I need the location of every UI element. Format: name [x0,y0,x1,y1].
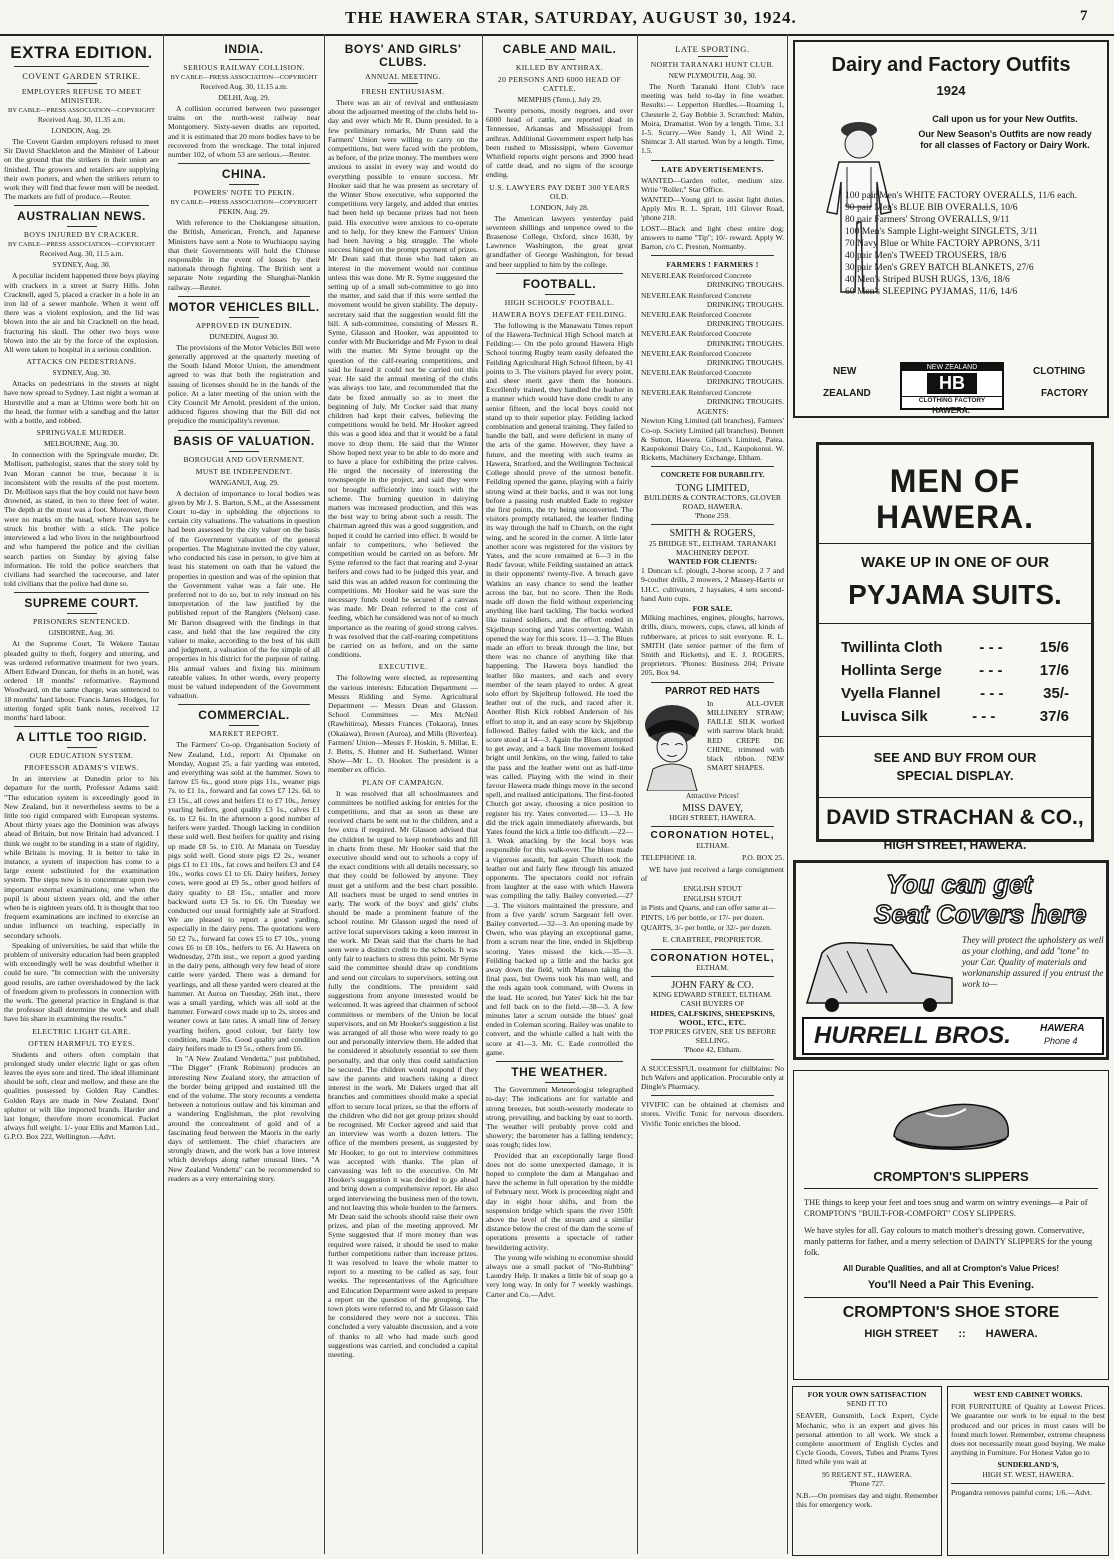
headline: BASIS OF VALUATION. [173,433,315,448]
ad-body: Milking machines, engines, ploughs, harrows, drills, discs, mowers, cups, claws, all kinds of rubberware, at prices to suit everyone. R. L. SMITH (late senior partner of the firm of Smith and Ricketts), and E. J. ROGERS, proprietors. 'Phones: Business 204; Private 205, Box 94. [641,613,784,678]
article-body: The following is the Manawatu Times report of the Hawera-Technical High School match at Feilding:— On the polo ground Hawera High School touring Rugby team easily defeated the Feilding Agricultural High School fifteen, by 41 points to 3. The visitors played for every point, and sheer merit gave them the honours. Excellently trained, they handled the leather in a manner which would have done credit to any senior fifteen, and the local boys could not stand up to their superior play. Feilding lacked combination and general training. They failed to handle the ball, and were deficient in many of the arts of the game. However, they have a future, and the meeting with such teams as Hawera, Stratford, and the Wellington Technical College should prove of the utmost benefit. Feilding opened the game, playing with a fairly strong wind at their backs, and it was not long before a passing rush enabled Eade to register the first points, the try being unconverted. The visitors promptly retaliated, the leather finding its way through the half to Church, on the right wing, and he scored in the corner. A little later another score was registered for the visitors by Yates, and the score remained at 6—3 in the Reds' favour, while Feilding sustained an attack in their opponents' twenty-five. A breach gave Watkins an easy chance to send the leather across the bar, but no score. Then the Reds made off down the field without experiencing anything like hard tackling. The backs worked like trained soldiers, and the effort ended in Skjelbrup scoring and Yates converting. Walsh opened the way for this score. 11—3. The Blues made an effort to break through the line, but there was no chance of anything like that happening. The Hawera boys handled the leather like masters, and each and every member of the team played to order. A great solo effort by Skjelbrup followed. He toed the leather out of the ruck, and raced after it. Another Rish Kick robbed Anderson of his effort to stop it, and an easy score by Skjelbrup followed. Bailey failed with the kick, and the score stood at 14—3. Again the Blues attempted to get away, and a back line movement looked bright until Jenkins, on the wing, failed to take the pass and the leather went out as half-time was called. Playing with the wind in their favour Hawera made things move in the second spell, and realised anticipations. The first-footed Church got away, choosing a nice position to register his try. Yates converted.— 13—3. He did the trick again immediately afterwards, but Yates found the kick a little too difficult.—22—3. Weak attacking by the local boys was responsible for this walk-over. The blues made a vigorous assault, but again Church took the leather out and fairly flew through his amazed opponents. The spectators could not refrain from laughter at the ease with which Hawera was compiling the tally. Bailey converted.—27—3. The visitors maintained the pressure, and from a five yards' scrum Sargeant fell over. Bailey converted.—32—3. An opening made by Owen, who was playing an exceptional game, from a scrum near the line, ended in Skjelbrup scoring. Yates missed the kick.—35—3. Feilding backed up a little and the backs got away down the field, with Manson taking the final pass, but Owens took his man well, and the reds again took command, with Owens in the lead. He scored, but Yates' kick hit the bar and fell back on to the field.—38—3. A few minutes later a scrum outside the blues' goal ended in Coleman scoring. Bailey was unable to convert, and the whistle called a halt with the score at 41—3. Mr. C. Eade controlled the game. [486,320,633,1057]
article-body: The Government Meteorologist telegraphed to-day: The indications are for variable and strong breezes, but south-westerly moderate to strong, prevailing, and backing by east to north. The weather will probably prove cold and showery; the barometer has a falling tendency; seas rough; tides low. [486,1085,633,1150]
divider [651,682,774,683]
ad-item: 40 pair Men's TWEED TROUSERS, 18/6 [845,250,1007,261]
byline: BY CABLE—PRESS ASSOCIATION—COPYRIGHT [7,107,156,114]
article-body: It was resolved that all schoolmasters and committees be notified asking for entries for the competitions, and that as soon as these are received charts be sent out to the children, and a few extra if required. Mr Glasson advised that the children be urged to keep notebooks and fill in charts from these. Mr Hooker said that the executive should send out to schools a copy of the exact conditions with all details necessary, so that they could be followed by anyone. They must get a uniform and the best chart possible. All teachers must be urged to send entries in early. The work of the boys' and girls' clubs should be made a prominent feature of the school routine. Mr Glasson urged the need of active local supervisors taking a keen interest in the work. Mr Dean said that the charts he had seen were a distinct credit to the schools. It was only fair to teachers to stress this point. Mr Syme said the committee should draw up conditions and send out circulars to supervisors, setting out fully the conditions. The president said suggestions from anyone interested would be welcomed. It was agreed that chairmen of school committees or members of the Union be local supervisors, and on Mr Hooker's suggestion a list was arranged of all those who were ready to go out and personally interview them. He added that he considered it absolutely essential to see them personally, and that only thus could satisfaction be secured. The children would respond if they saw the parents and teachers taking a direct interest in the work. Mr Dakers urged that all branches and committees should make a special effort to secure local prizes, so that the efforts of the children who did not get group prizes should be recognised. Mr Cocker agreed and said that an interview was worth a dozen letters. The office of the members present, as suggested by Mr Hooker, to go out to interview committees was accepted with thanks. The plan of canvassing was left to the executive. On Mr Hooker's suggestion it was decided to go ahead and bring down a comprehensive report. He also urged interviewing the business men of the town, and not leaving this whole burden to the farmers. Mr Dean said the schools should raise their own prizes, and plan of the meeting approved. Mr Syme suggested that if more money than was required were raised, it should be used to make further competitions rather than increase prizes. It was resolved to leave the whole matter to report to a meeting to be called as say, four weeks. The representatives of the Agriculture and Education Department were asked to prepare a report on the question of the grouping. The town plots were referred to, and Mr Glasson said he considered they were not a success. This concluded a very valuable discussion, and a vote of thanks to all who had made such good suggestions was carried, and concluded a capital meeting. [328,788,478,1360]
headline: AUSTRALIAN NEWS. [17,209,146,224]
ad-separator: :: [958,1328,966,1340]
article-body: Provided that an exceptionally large flood does not do some unexpected damage, it is hoped to complete the dam at Mangahao and have the scheme in full operation by the middle of February next. Work is proceeding night and day in eight hour shifts, and from the suspension bridge which spans the river 150ft above the level of the stream and a similar distance below the crest of the dam the scene of operations presents a spectacle of rather bewildering activity. [486,1150,633,1252]
subheadline: MUST BE INDEPENDENT. [195,466,293,476]
headline: COMMERCIAL. [198,708,290,723]
masthead [0,0,1114,36]
ad-firm: JOHN FARY & CO. [671,980,754,992]
ad-body: VIVIFIC can be obtained at chemists and stores. Vivific Tonic for nervous disorders. Vivific Tonic enriches the blood. [641,1100,784,1128]
divider [651,524,774,525]
price-price: 17/6 [1039,662,1069,679]
headline: INDIA. [224,42,264,56]
divider [229,59,259,60]
trough-brand: NEVERLEAK Reinforced Concrete [641,329,752,339]
trough-entry [641,271,784,289]
subheadline: ELECTRIC LIGHT GLARE. [32,1026,131,1036]
subheadline: HAWERA BOYS DEFEAT FEILDING. [492,309,627,319]
ad-item-list [845,190,1100,298]
ad-body: CASH BUYERS OF [680,999,745,1009]
article-body: Twenty persons, mostly negroes, and over 6000 head of cattle, are reported dead in Tennessee, Arkansas and Mississippi from anthrax. Additional Government expert help has been rushed to Mississippi, where Governor Whitfield reports eight persons and 3900 head of cattle dead, and no signs of the scourge ending. [486,106,633,180]
ad-firm: TONG LIMITED, [675,482,750,494]
classified-ad: LOST—Black and light chest entire dog; answers to name "Tip"; 10/- reward. Apply W. Barton, c/o C. Preston, Normanby. [641,223,784,252]
divider [14,726,149,727]
article-body: In "A New Zealand Vendetta," just published, "The Digger" (Frank Robinson) produces an interesting New Zealand story, the attraction of the border being gripped and sustained till the end of the volume. The story recounts a vendetta between a notorious outlaw and his kinsman and a wandering Englishman, the plot revolving around the concealment of gold and of a fascinating feud between the Maoris in the early days of settlement. The chief characters are strongly drawn, and the work has a love interest which develops along rather unusual lines. "A New Zealand Vendetta" can be recommended to readers as a very entertaining story. [168,1054,320,1183]
ad-item: 80 pair Farmers' Strong OVERALLS, 9/11 [845,214,1010,225]
column-4 [486,40,633,1555]
masthead-title: THE HAWERA STAR, SATURDAY, AUGUST 30, 1924. [345,8,797,27]
divider [67,83,97,84]
column-2 [168,40,320,1555]
subheadline: BOYS INJURED BY CRACKER. [23,230,140,240]
trough-brand: NEVERLEAK Reinforced Concrete [641,271,752,281]
column-5 [641,40,784,1555]
ad-body: BUILDERS & CONTRACTORS, GLOVER ROAD, HAWERA. [644,492,781,511]
dateline: PEKIN, Aug. 29. [218,207,270,217]
article-body: There was an air of revival and enthusiasm about the adjourned meeting of the clubs held to-day and over which Mr R. Dunn presided. In a few preliminary remarks, Mr Dunn said the Farmers' Union were willing to carry on the competitions, but were faced with the problem, as before, of the prize money. The members were anxious to assist in every way and would do everything possible to ensure success. Mr Hooker said that he was present as secretary of the Winter Show executive, who supported the competitions very largely, and added that entries had been held up because prizes had not been paid. His executive were anxious to co-operate and to help, for they knew the Farmers' Union had been having a big struggle. The whole success hinged on the prompt payment of prizes. Mr Dean said that those who had taken an interest in the movement would not continue unless this was done. Mr R. Syme suggested the setting up of a small sub-committee to go into the matter, and said that if this were settled the movement would be given stability. The deputy-secretary said that the suggestion would fill the bill. A sub-committee, consisting of Messrs R. Syme, Glasson and Hooker, was appointed to confer with Mr Buckeridge and Mr Fyson to deal with the matter. Mr Syme brought up the question of the calf-rearing competitions, and said he feared it could not be carried out this year. He said the annual meeting of the clubs was always too late, and recommended that the date be fixed annually so as to meet the beginning of July. Mr Cocker said that many children had kept their calves, believing the competitions would be held. Mr Hooker agreed this was a good idea and that it would be a fatal move to drop them. He said that the Winter Show hoped next year to be able to do more and to have a place for exhibiting the prize calves. He urged the necessity of interesting the townspeople in the project, and said they were not brought sufficiently into touch with the scheme. The burning question in dairying matters was increased production, and this was the best way to bring about such a result. The chairman agreed this was a good suggestion, and hoped it could be carried into effect. It would be unfair to competitors, who believed the competition would be carried on as before. Mr Syme referred to the fact that rearing and 2-year heifers and cows had to be judged this year, and said this was an added reason for continuing the competitions. Mr Hooker said he was sure the necessary funds could be secured if a canvass was made. Mr Dean referred to the cost of feeding, which he considered was not of so much importance as the rearing of good strong calves. It was resolved that the calf-rearing competitions be carried on as before, and on the same conditions. [328,98,478,660]
ad-title: MEN OF HAWERA. [875,463,1035,535]
ad-body: WE have just received a large consignment of [641,865,784,884]
ad-phone: 'Phone 727. [849,1478,885,1488]
price-row [819,636,1091,659]
subheadline: U.S. LAWYERS PAY DEBT 300 YEARS OLD. [489,182,630,201]
ad-price: QUARTS, 3/- per bottle, or 32/- per dozen. [641,923,772,933]
subheadline: NORTH TARANAKI HUNT CLUB. [650,60,775,69]
ad-title: Dairy and Factory Outfits [831,54,1071,76]
trough-product: DRINKING TROUGHS. [706,299,784,309]
column-rule [787,34,788,1554]
headline: THE WEATHER. [511,1065,608,1080]
column-rule [163,34,164,1554]
headline: A LITTLE TOO RIGID. [16,730,147,745]
article-body: Speaking of universities, he said that while the problem of university education had been grappled with exceedingly well he was doubtful whether it could be sure. "In connection with the university good results, are rather overshadowed by the lack of freedom given to professors in connection with the work. The general practice in England is that the professor shall determine the work and shall have his share in examining the results." [4,940,159,1024]
ad-body: In ALL-OVER MILLINERY STRAW; FAILLE SILK worked with narrow black braid; RED CREPE DE CHINE, trimmed with black ribbon. NEW SMART SHAPES. [707,698,784,773]
ad-body: ELTHAM. [696,962,729,972]
ad-body: Attractive Prices! [685,790,740,800]
ad-item: 60 Men's SLEEPING PYJAMAS, 11/6, 14/6 [845,286,1018,297]
byline: BY CABLE—PRESS ASSOCIATION—COPYRIGHT [170,74,318,81]
subheadline: FRESH ENTHUSIASM. [361,87,445,96]
ad-product: ENGLISH STOUT [683,893,742,903]
ad-town: HAWERA. [985,1328,1038,1340]
headline: COVENT GARDEN STRIKE. [22,71,141,81]
ad-item: 100 pair Men's WHITE FACTORY OVERALLS, 11/6 each. [845,190,1078,201]
subheadline: EXECUTIVE. [378,662,428,672]
trough-brand: NEVERLEAK Reinforced Concrete [641,290,752,300]
price-price: 35/- [1043,685,1069,702]
divider [67,226,97,227]
price-price: 15/6 [1039,639,1069,656]
page-number: 7 [1080,8,1088,24]
hat-illustration-icon [641,699,703,791]
ad-heading: SEND IT TO [846,1399,888,1409]
ad-body: HIDES, CALFSKINS, SHEEPSKINS, WOOL, ETC., ETC. [650,1008,775,1027]
ad-item: 90 pair Men's BLUE BIB OVERALLS, 10/6 [845,202,1018,213]
dateline: GISBORNE, Aug. 30. [48,628,115,638]
subheadline: MARKET REPORT. [209,729,279,739]
divider [545,1082,575,1083]
ad-street: HIGH STREET [864,1328,939,1340]
trough-entry [641,349,784,367]
trough-product: DRINKING TROUGHS. [706,396,784,406]
divider [178,704,310,705]
byline: BY CABLE—PRESS ASSOCIATION—COPYRIGHT [7,241,156,249]
ad-body: 25 BRIDGE ST., ELTHAM. TARANAKI MACHINERY DEPOT. [648,538,777,557]
article-body: With reference to the Chekiangese situation, the British, American, French, and Japanese Ministers have sent a Note to Wuchiaopu saying that their Governments will hold the Chinese responsible in the event of losses by their nationals through fighting. The British sent a separate Note regarding the Shanghai-Nankin railway.—Reuter. [168,218,320,292]
divider [651,1095,774,1096]
dateline: SYDNEY, Aug. 30. [52,368,111,378]
ad-body: HIGH STREET, HAWERA. [669,813,756,823]
ad-body: SEAVER, Gunsmith, Lock Expert, Cycle Mechanic, who is an expert and gives his personal attention to all work. We stock a complete assortment of English Cycles and Cycle Goods, Covers, Tubes and Prams Tyres fitted while you wait at [796,1411,938,1467]
divider [14,592,149,593]
divider [545,59,575,60]
divider [651,949,774,950]
divider [651,1059,774,1060]
article-body: In an interview at Dunedin prior to his departure for the north, Professor Adams said: "The education system is exceedingly good in New Zealand, but it nevertheless seems to be a little too rigid compared with European systems. About thirty years ago the Dominion was always ahead of Britain, but now Britain had advanced. I think we ought to be standing in a state of rigidity, while Britain is moving. It is better to take in instance, a system of inspection has come to a large extent substituted for the examination system. The steps now is to concentrate upon two important external examinations; one when the pupil is about sixteen years old, and the other when he is eighteen years old. It is thought that too frequent examinations are inclined to exercise an undue influence on teaching, especially in secondary schools. [4,774,159,940]
ad-year: 1924 [936,83,966,98]
received-line: Received Aug. 30, 11.5 a.m. [39,249,124,259]
ad-body: Progandra removes painful corns; 1/6.—Advt. [951,1487,1092,1497]
dateline: NEW PLYMOUTH, Aug. 30. [668,71,757,80]
divider [14,205,149,206]
ad-word: ZEALAND [823,388,871,399]
ad-subheading: FOR SALE. [692,603,733,613]
ad-subheading: WANTED FOR CLIENTS: [667,556,758,566]
article-body: Attacks on pedestrians in the streets at night have now spread to Sydney. Last night a woman at Hurstville and a man at Ultimo were both hit on the head, the former with a sandbag and the latter with a bottle, and robbed. [4,379,159,426]
divider [651,466,774,467]
ad-product: ENGLISH STOUT [683,884,742,894]
ad-town: HAWERA. [932,406,970,415]
subheadline: BOROUGH AND GOVERNMENT. [183,454,305,464]
subheadline: EMPLOYERS REFUSE TO MEET MINISTER. [21,87,142,105]
ad-west-end-cabinet [947,1386,1109,1556]
price-dots: - - - [979,662,1003,679]
ad-phone: TELEPHONE 18. [641,852,697,862]
ad-price: PINTS, 1/6 per bottle, or 17/- per dozen. [641,913,765,923]
divider [496,1061,623,1062]
price-price: 37/6 [1039,708,1069,725]
subheadline: PRISONERS SENTENCED. [32,617,131,627]
ad-firm: SUNDERLAND'S, [997,1460,1059,1470]
subheadline: SPRINGVALE MURDER. [36,428,127,438]
ad-item: 40 Men's Striped BUSH RUGS, 13/6, 18/6 [845,274,1010,285]
classified-ad: WANTED—Young girl to assist light duties. Apply Mrs R. L. Spratt, 101 Glover Road, 'phone 218. [641,195,784,223]
subheadline: ANNUAL MEETING. [365,72,441,81]
ad-headline: You can get [886,869,1033,899]
trough-brand: NEVERLEAK Reinforced Concrete [641,310,752,320]
ad-body: N.B.—On premises day and night. Remember this for emergency work. [796,1491,938,1510]
ad-callout: You'll Need a Pair This Evening. [867,1279,1035,1291]
ad-word: FACTORY [1041,388,1089,399]
ad-firm: DAVID STRACHAN & CO., [826,806,1084,829]
headline: SUPREME COURT. [24,596,139,611]
hb-logo [900,362,1004,410]
slipper-icon [886,1081,1016,1161]
dateline: WANGANUI, Aug. 29. [209,477,279,487]
ad-heading: FARMERS ! FARMERS ! [666,260,759,270]
column-1 [4,40,159,1555]
dateline: LONDON, Aug. 29. [51,126,112,135]
ad-heading: CORONATION HOTEL, [650,830,775,842]
ad-subtitle: WAKE UP IN ONE OF OUR [860,554,1050,571]
subheadline: POWERS' NOTE TO PEKIN. [193,188,295,198]
ad-firm: HURRELL BROS. [814,1022,1011,1049]
dateline: MEMPHIS (Tenn.), July 29. [517,95,602,104]
divider [651,826,774,827]
divider [388,83,418,84]
headline: CABLE AND MAIL. [502,42,617,56]
ad-word: NEW [833,366,857,377]
price-name: Vyella Flannel [841,685,941,702]
divider [229,317,259,318]
divider [178,430,310,431]
headline: CHINA. [221,167,267,182]
trough-product: DRINKING TROUGHS. [706,338,784,348]
headline: MOTOR VEHICLES BILL. [168,299,320,314]
trough-product: DRINKING TROUGHS. [706,280,784,290]
price-name: Twillinta Cloth [841,639,943,656]
ad-intro: Our New Season's Outfits are now ready for all classes of Factory or Dairy Work. [918,129,1092,150]
trough-brand: NEVERLEAK Reinforced Concrete [641,348,752,358]
ad-firm: CROMPTON'S SHOE STORE [842,1304,1060,1321]
subheadline: PROFESSOR ADAMS'S VIEWS. [24,763,139,773]
ad-heading: CORONATION HOTEL, [650,952,775,964]
classified-ad: WANTED—Garden roller, medium size. Write "Roller," Star Office. [641,175,784,194]
section-title: LATE ADVERTISEMENTS. [661,164,764,174]
price-name: Luvisca Silk [841,708,928,725]
ad-heading: CONCRETE FOR DURABILITY. [660,471,765,480]
article-body: The young wife wishing to economise should always use a small packet of "No-Rubbing" Laundry Help. It makes a little bit of soap go a very long way. In only for 7 weekly washings. Carter and Co.—Advt. [486,1252,633,1299]
ad-item: 30 pair Men's GREY BATCH BLANKETS, 27/6 [845,262,1034,273]
article-body: The Covent Garden employers refused to meet Sir David Shackleton and the Minister of Labour on the ground that the strikers in their union are finished. The growers and retailers are supplying their own porters, and when the strikers return to work they will find that fewer men will be needed. The markets are full of produce.—Reuter. [4,137,159,202]
subheadline: OUR EDUCATION SYSTEM. [29,751,134,761]
dateline: DELHI, Aug. 29. [218,93,270,102]
ad-callout: SEE AND BUY FROM OUR SPECIAL DISPLAY. [873,750,1037,783]
dateline: DUNEDIN, August 30. [209,331,279,341]
ad-men-of-hawera [816,442,1094,852]
ad-heading: WEST END CABINET WORKS. [973,1390,1083,1399]
ad-address: HIGH STREET, HAWERA. [883,838,1027,852]
ad-address: HIGH ST. WEST, HAWERA. [982,1469,1074,1479]
headline-extra-edition: EXTRA EDITION. [10,43,153,62]
headline: FOOTBALL. [522,276,597,291]
ad-body: 1 Duncan s.f. plough, 2-horse scoop, 2 7 and 9-coulter drills, 2 mowers, 2 Massey-Harris or I.H.C. cultivators, 2 haysakes, 4 sets second-hand Auto cups. [641,566,784,603]
divider [229,184,259,185]
divider [229,451,259,452]
trough-entry [641,310,784,328]
ad-body: in Pints and Quarts, and can offer same at— [641,902,776,912]
ad-body: A SUCCESSFUL treatment for chilblains: No Itch Wafers and application. Procurable only at Dingle's Pharmacy. [641,1063,784,1092]
ad-headline: Seat Covers here [874,899,1087,929]
trough-brand: NEVERLEAK Reinforced Concrete [641,368,752,378]
byline: BY CABLE—PRESS ASSOCIATION—COPYRIGHT [170,199,318,207]
ad-body: THE things to keep your feet and toes snug and warm on wintry evenings—a Pair of CROMPTON'S "BUILT-FOR-COMFORT" COSY SLIPPERS. [804,1198,1088,1218]
subheadline: HIGH SCHOOLS' FOOTBALL. [504,297,615,307]
article-body: At the Supreme Court, Te Wekere Tautau pleaded guilty to theft, forgery and uttering, and was ordered reformative treatment for two years. Albert Edward Duncan, for thefts in an hotel, was ordered 18 months' reformative. Raymond Woodward, on the same charge, was sentenced to 18 months' hard labour. Francis James Hodges, for uttering forged split bank notes, received 12 months' hard labour. [4,639,159,722]
divider [67,747,97,748]
ad-firm: SMITH & ROGERS, [669,528,756,540]
logo-text: HB [927,373,977,394]
subheadline: APPROVED IN DUNEDIN. [195,320,293,330]
ad-address: 95 REGENT ST., HAWERA. [822,1469,912,1479]
ad-heading: PARROT RED HATS [665,685,760,697]
ad-pobox: P.O. BOX 25. [742,852,784,862]
trough-product: DRINKING TROUGHS. [706,319,784,329]
trough-list [641,271,784,406]
logo-top: NEW ZEALAND [902,364,1002,371]
car-seat-icon [802,933,957,1013]
subheadline: ATTACKS ON PEDESTRIANS. [26,357,137,367]
article-body: The North Taranaki Hunt Club's race meeting was held to-day in fine weather. Results:— Lepperton Hurdles.—Roaming 1, Chesterle 2, Gay Bobbie 3. Scratched: Mahin, Moira, Dramatist. Won by a length. Time, 3.1 1-5. Scurry.—Wee Sandy 1, All Wind 2, Shimcar 3. All started. Won by a length. Time, 1.5. [641,82,784,156]
ad-intro: Call upon us for your New Outfits. [932,114,1078,124]
headline: BOYS' AND GIRLS' CLUBS. [344,42,462,69]
ad-body: All Durable Qualities, and all at Crompton's Value Prices! [842,1264,1060,1273]
ad-heading: FOR YOUR OWN SATISFACTION [807,1390,927,1399]
article-body: A collision occurred between two passenger trains on the north-west railway near Montgomery. Sixty-seven deaths are reported, and it is estimated that 20 more bodies have to be recovered from the wreckage. The total injured number 102, of whom 53 are serious.—Reuter. [168,104,320,160]
article-body: The provisions of the Motor Vehicles Bill were generally approved at the quarterly meeting of the South Island Motor Union, the amendment agreed to was that both the registration and issuing of licenses should be in the hands of the police. At a later meeting of the union with the City Council Mr Arnold, president of the union, adduced figures showing that the Bill did not prejudice the municipality's revenue. [168,342,320,426]
divider [178,163,310,164]
divider [229,725,259,726]
article-body: In connection with the Springvale murder, Dr. Mollison, pathologist, states that the story told by Ivan Moran cannot be true, because it is inconsistent with the results of the post mortem. Dr. Mollison says that the boy could not have been drowned, as stated, in two to three feet of water. The depth at the most was a foot. Moreover, there were no marks on the head, where Ivan says he struck his brother with a stick. The police interviewed a lad who lives in the neighbourhood and who hampered the police and the civilian search parties on Sunday by giving false information. He told the police searchers that civilians had searched the racecourse, and later told civilians that the police had done so. [4,450,159,589]
subheadline: KILLED BY ANTHRAX. [515,63,604,72]
ad-gunsmith [792,1386,942,1556]
ad-firm: MISS DAVEY, [682,802,743,814]
trough-entry [641,291,784,309]
ad-word: CLOTHING [1033,366,1086,377]
dateline: LONDON, July 28. [530,202,589,212]
dateline: MELBOURNE, Aug. 30. [44,439,119,449]
column-rule [637,34,638,1554]
ad-body: FOR FURNITURE of Quality at Lowest Prices. We guarantee our work to be equal to the best produced and our prices in most cases will be found much lower. Remember, extreme cheapness does not necessarily mean good buying. We make anything in Furniture. For Honest Value go to [951,1402,1105,1458]
trough-product: DRINKING TROUGHS. [706,377,784,387]
price-dots: - - - [972,708,996,725]
ad-body: Newton King Limited (all branches), Farmers' Co-op. Society Limited (all branches). Bennett & Sutton, Hawera. Gibson's Limited, Patea. Kaupokonui Dairy Co., Ltd., Kaupokonui. W. Ricketts, Machinery Exchange, Eltham. [641,416,784,463]
divider [651,160,774,161]
ad-item: 70 Navy Blue or White FACTORY APRONS, 3/11 [845,238,1041,249]
received-line: Received Aug. 30, 11.15 a.m. [200,82,288,91]
subheadline: OFTEN HARMFUL TO EYES. [28,1038,135,1048]
column-3 [328,40,478,1555]
column-rule [482,34,483,1554]
price-row [819,682,1091,705]
divider [178,296,310,297]
ad-body: We have styles for all. Gay colours to match mother's dressing gown. Conservative, manly patterns for father, and a merry selection of DAINTY SLIPPERS for the young folk. [804,1226,1093,1257]
ad-subheading: AGENTS: [696,407,729,417]
article-body: A decision of importance to local bodies was given by Mr J. S. Barton, S.M., at the Assessment Court to-day in upholding the objections to certain city valuations. The valuations in question had been assessed by the city valuer on the basis of the Government valuation of the general properties. The Magistrate invited the city valuer, who conducted his case in person, to give him at least his statement on oath that he valued the properties in question and was of the opinion that the Government value was a fair one. He preferred not to do so, but to rely instead on his interpretation of the law justified by the published report of the Rangiers (Nelson) case. Mr Barton disagreed with the findings in that case, and held that the law required the city valuer to make, according to the best of his skill and judgment, a valuation of the fee simple of all properties in his district for the purpose of rating. His annual values and fixing his minimum rateable values. In other words, every property must be valued independent of the Government valuation. [168,488,320,701]
ad-phone: Phone 4 [1044,1036,1078,1046]
article-body: A peculiar incident happened three boys playing with crackers in a street at Surry Hills. John Cracknell, aged 5, placed a cracker in a hole in an iron lid of a sewer manhole. When it went off there was a violent explosion, and the lid was blown into the air and hit Cracknell on the head, fracturing his skull. The other two boys were blown into the air by the force of the explosion. All were taken to hospital in a serious condition. [4,271,159,355]
ad-subtitle: PYJAMA SUITS. [848,579,1062,610]
headline: LATE SPORTING. [675,44,750,54]
price-name: Hollinta Serge [841,662,942,679]
subheadline: PLAN OF CAMPAIGN. [362,777,444,787]
price-dots: - - - [980,685,1004,702]
trough-entry [641,388,784,406]
divider [651,255,774,256]
price-list [819,636,1091,728]
ad-seat-covers [793,860,1109,1060]
price-row [819,705,1091,728]
received-line: Received Aug. 30, 11.35 a.m. [37,115,126,124]
ad-town: HAWERA [1040,1023,1085,1034]
ad-proprietor: E. CRABTREE, PROPRIETOR. [662,935,763,945]
column-rule [324,34,325,1554]
trough-product: DRINKING TROUGHS. [706,358,784,368]
subheadline: SERIOUS RAILWAY COLLISION. [183,63,305,72]
trough-entry [641,329,784,347]
article-body: The following were elected, as representing the various interests: Education Department — Messrs Ridding and Syme. Agricultural Department — Messrs Dean and Glasson. School Committees — Mrs McNeil (Rawhitiroa), Messrs Frances (Tokaora), Innes (Okaiawa), Brown (Auroa), and Mills (Riverlea). Farmers' Union—Messrs F. Hoskin, S. Millar, E. J. Betts, S. Hunter and H. Sutherland. Winter Show—Mr L. O. Hooker. The president is a member ex officio. [328,673,478,775]
divider [14,66,149,67]
ad-phone: 'Phone 42, Eltham. [683,1045,742,1055]
ad-dairy-outfits [793,40,1109,418]
price-dots: - - - [979,639,1003,656]
ad-body: TOP PRICES GIVEN, SEE US BEFORE SELLING. [648,1027,776,1046]
ad-body: KING EDWARD STREET, ELTHAM. [652,990,773,1000]
ad-title: CROMPTON'S SLIPPERS [873,1169,1029,1184]
trough-entry [641,368,784,386]
divider [651,976,774,977]
ad-crompton-slippers [793,1070,1109,1380]
divider [545,294,575,295]
divider [496,273,623,274]
article-body: Students and others often complain that prolonged study under electric light or gas often leaves the eyes sore and tired. The ideal illuminant should be soft, clear and mellow, and these are the qualities possessed by Golden Ray Candles. Golden Rays are made in New Zealand. Dont' splutter or wilt like imported brands. Harder and last longer, therefore more economical. Packet always full weight. 1/- your Ellis and Manton Ltd., G.P.O. Box 222, Wellington.—Advt. [4,1049,159,1142]
trough-brand: NEVERLEAK Reinforced Concrete [641,387,752,397]
ad-item: 100 Men's Sample Light-weight SINGLETS, 3/11 [845,226,1038,237]
article-body: The Farmers' Co-op. Organisation Society of New Zealand, Ltd., report: At Opunake on Monday, August 25, a fair yarding was entered, and everything was sold at the hammer. Sows to farrow £5 6s., good store pigs 11s., weaner pigs 7s. to £1 1s., forward and fat cows £7 12s. 6d. to £3 15s., all cows and heifers £1 to £7 10s., Jersey yearling heifers, good quality £3 1s., calves £1 6s. to £2 6s. In the afternoon a good number of heifers were yarded. Though lacking in condition these sold well. Best heifers for quality and rising up made £8 5s. to £10. At Manaia on Tuesday pigs sold well. Good store pigs £2 2s., weaner pigs £1 to £1 10s., fat cows and heifers £3 and £4 10s., works cows £1 to £6. Dairy heifers, Jersey cows, were good at £9 5s., other good heifers of dairy quality to £8 15s., smaller and more backward sorts £3 5s. to £6. On Tuesday we conducted our usual fortnightly sale at Stratford. We are pleased to report a good yarding, especially in the dairy pens. The quotations were 50 £2 7s., forward fat cows £5 to £7 10s., young cows £6 to £8 10s., heifers to £6. At Hawera on Wednesday, 27th inst., we report a good yarding in the dairy pens, although very few head of store cattle were yarded. There was a demand for yearlings, and all these yarded were cleared at the hammer. At Auroa on Tuesday, 26th inst., there was a small yarding, which was all sold at the hammer. Forward cows made up to 2s, stores and weaner cows at late rates. A small line of Jersey yearling heifers, good colour, but fairly low condition, made 35s. Good quality and condition dairy heifers made to £9 5s., others from £6. [168,740,320,1054]
logo-bottom: CLOTHING FACTORY [902,396,1002,404]
ad-body: ELTHAM. [696,840,729,850]
divider [698,56,728,57]
dateline: SYDNEY, Aug. 30. [52,260,111,270]
ad-body: They will protect the upholstery as well as your clothing, and add "tone" to your Car. Quality of materials and workmanship assured if you entrust the work to— [962,935,1104,989]
ad-phone: 'Phone 259. [694,511,731,521]
divider [67,613,97,614]
article-body: The American lawyers yesterday paid seventeen shillings and tenpence owed to the Brasenose College, Oxford, since 1630, by Lawrence Washington, the great great grandfather of George Washington, for bread and beer supplied to him by the college. [486,213,633,269]
subheadline: 20 PERSONS AND 6000 HEAD OF CATTLE. [497,75,622,93]
price-row [819,659,1091,682]
